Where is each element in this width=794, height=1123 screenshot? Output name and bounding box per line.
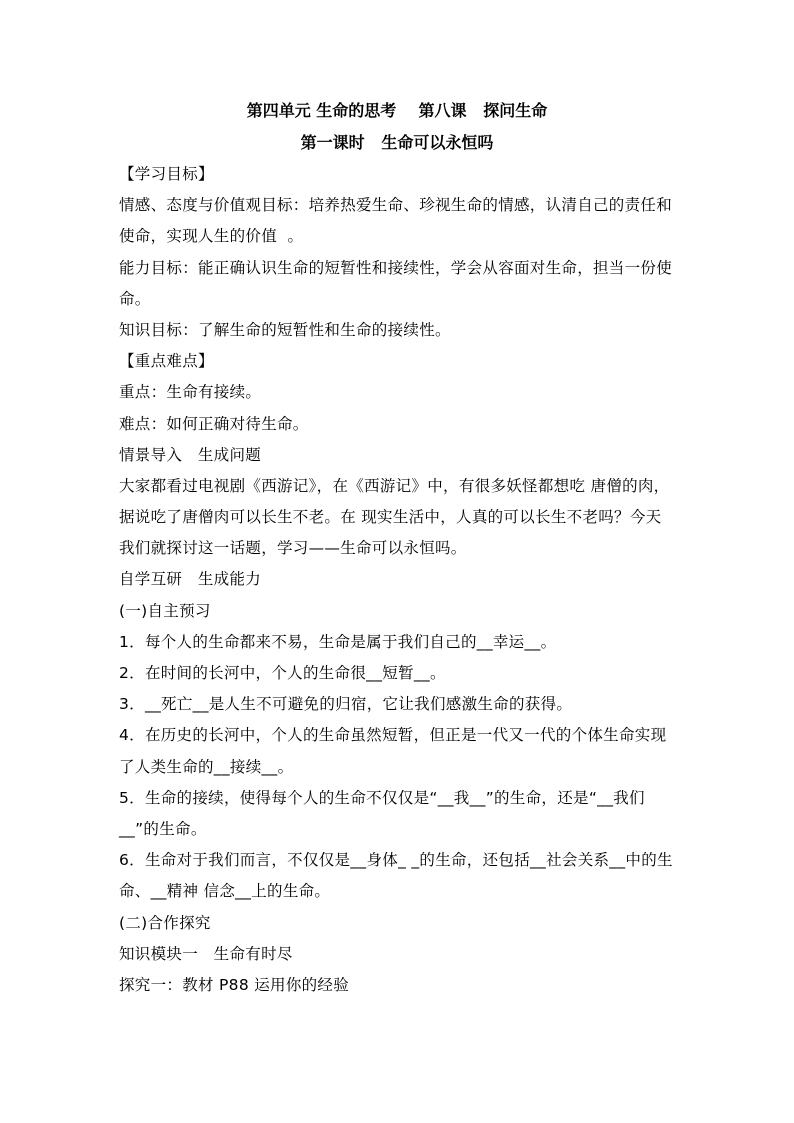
list-item: 3．__死亡__是人生不可避免的归宿，它让我们感激生命的获得。: [119, 695, 573, 714]
paragraph-line: 难点：如何正确对待生命。: [119, 414, 309, 433]
paragraph-line: 知识目标：了解生命的短暂性和生命的接续性。: [119, 320, 451, 339]
paragraph-line: 命。: [119, 289, 151, 308]
paragraph-line: 大家都看过电视剧《西游记》，在《西游记》中，有很多妖怪都想吃 唐僧的肉，: [119, 476, 670, 495]
list-item: 5．生命的接续，使得每个人的生命不仅仅是“__我__”的生命，还是“__我们: [119, 788, 645, 807]
list-item-continued: 命、__精神 信念__上的生命。: [119, 882, 331, 901]
list-item-continued: 了人类生命的__接续__。: [119, 757, 294, 776]
list-item: 2．在时间的长河中，个人的生命很__短暂__。: [119, 664, 446, 682]
inquiry-heading: 探究一：教材 P88 运用你的经验: [119, 975, 350, 994]
section-heading-objectives: 【学习目标】: [119, 165, 214, 183]
paragraph-line: 重点：生命有接续。: [119, 383, 262, 402]
section-heading-intro: 情景导入 生成问题: [119, 445, 262, 464]
subsection-heading-preview: (一)自主预习: [119, 601, 211, 620]
paragraph-line: 我们就探讨这一话题，学习——生命可以永恒吗。: [119, 539, 467, 558]
subsection-heading-cooperation: (二)合作探究: [119, 913, 211, 932]
module-heading: 知识模块一 生命有时尽: [119, 944, 293, 963]
unit-lesson-title: 第四单元 生命的思考 第八课 探问生命: [246, 101, 548, 120]
list-item: 6．生命对于我们而言，不仅仅是__身体_ _的生命，还包括__社会关系__中的生: [119, 851, 673, 870]
list-item-continued: __”的生命。: [119, 819, 207, 838]
class-period-title: 第一课时 生命可以永恒吗: [300, 133, 494, 152]
document-body: [119, 159, 679, 1001]
paragraph-line: 能力目标：能正确认识生命的短暂性和接续性，学会从容面对生命，担当一份使: [119, 258, 673, 277]
section-heading-self-study: 自学互研 生成能力: [119, 570, 262, 589]
paragraph-line: 情感、态度与价值观目标：培养热爱生命、珍视生命的情感，认清自己的责任和: [119, 196, 673, 215]
paragraph-line: 使命，实现人生的价值 。: [119, 227, 304, 246]
paragraph-line: 据说吃了唐僧肉可以长生不老。在 现实生活中，人真的可以长生不老吗？今天: [119, 508, 662, 527]
list-item: 4．在历史的长河中，个人的生命虽然短暂，但正是一代又一代的个体生命实现: [119, 726, 667, 745]
list-item: 1．每个人的生命都来不易，生命是属于我们自己的__幸运__。: [119, 632, 557, 651]
section-heading-key-points: 【重点难点】: [119, 352, 214, 371]
